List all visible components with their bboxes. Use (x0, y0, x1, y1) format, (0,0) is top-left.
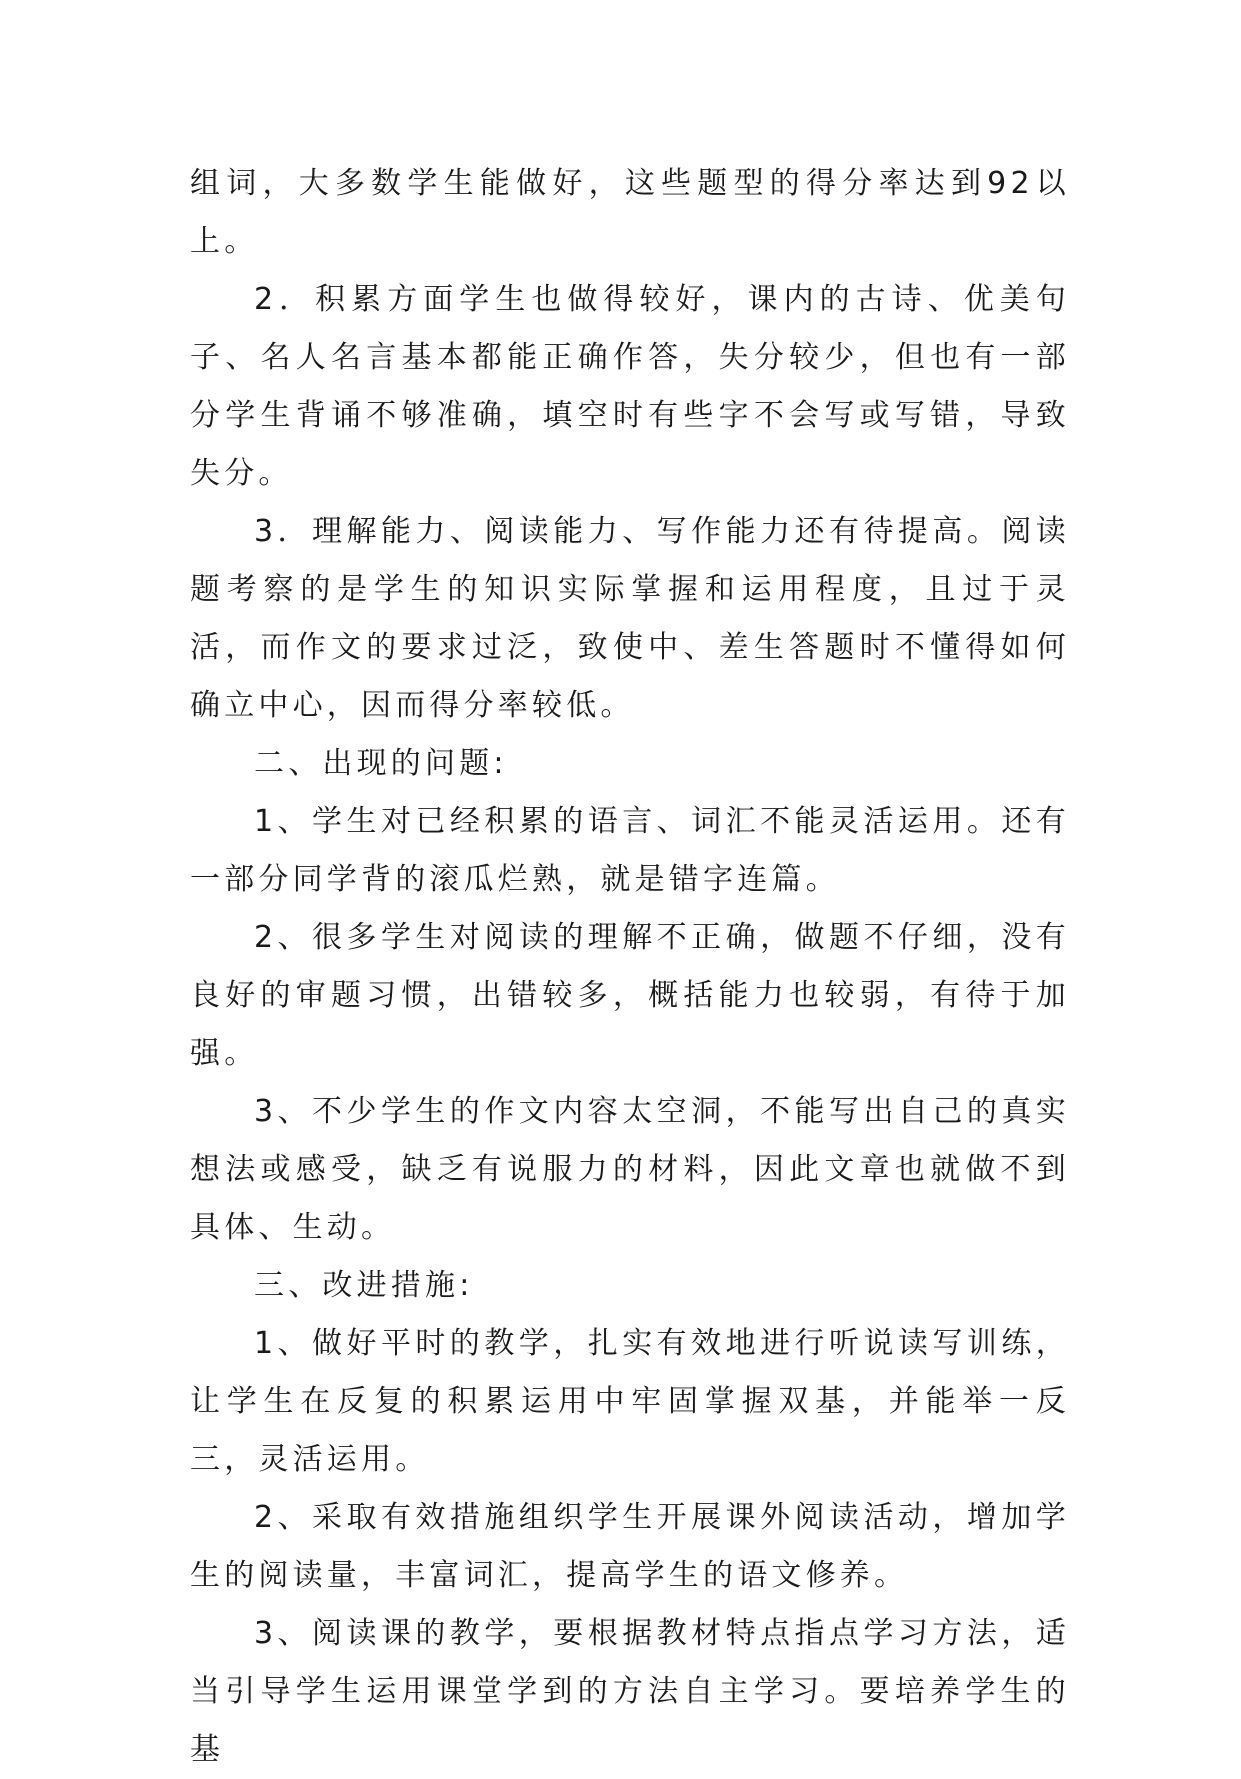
measure-item-3: 3、阅读课的教学，要根据教材特点指点学习方法，适当引导学生运用课堂学到的方法自主学习。要培养学生的基 (190, 1616, 1070, 1767)
measure-item-1: 1、做好平时的教学，扎实有效地进行听说读写训练，让学生在反复的积累运用中牢固掌握双基，并能举一反三，灵活运用。 (190, 1326, 1070, 1477)
paragraph-continuation: 组词，大多数学生能做好，这些题型的得分率达到92以上。 (190, 166, 1070, 259)
problem-item-1: 1、学生对已经积累的语言、词汇不能灵活运用。还有一部分同学背的滚瓜烂熟，就是错字连篇。 (190, 804, 1070, 897)
problem-item-3: 3、不少学生的作文内容太空洞，不能写出自己的真实想法或感受，缺乏有说服力的材料，因此文章也就做不到具体、生动。 (190, 1094, 1070, 1245)
paragraph-accumulation: 2．积累方面学生也做得较好，课内的古诗、优美句子、名人名言基本都能正确作答，失分较少，但也有一部分学生背诵不够准确，填空时有些字不会写或写错，导致失分。 (190, 282, 1070, 491)
section-heading-measures: 三、改进措施: (254, 1268, 474, 1303)
section-heading-problems: 二、出现的问题: (254, 746, 508, 781)
measure-item-2: 2、采取有效措施组织学生开展课外阅读活动，增加学生的阅读量，丰富词汇，提高学生的语文修养。 (190, 1500, 1070, 1593)
paragraph-abilities: 3．理解能力、阅读能力、写作能力还有待提高。阅读题考察的是学生的知识实际掌握和运用程度，且过于灵活，而作文的要求过泛，致使中、差生答题时不懂得如何确立中心，因而得分率较低。 (190, 514, 1070, 723)
problem-item-2: 2、很多学生对阅读的理解不正确，做题不仔细，没有良好的审题习惯，出错较多，概括能力也较弱，有待于加强。 (190, 920, 1070, 1071)
document-body (190, 155, 1070, 1779)
